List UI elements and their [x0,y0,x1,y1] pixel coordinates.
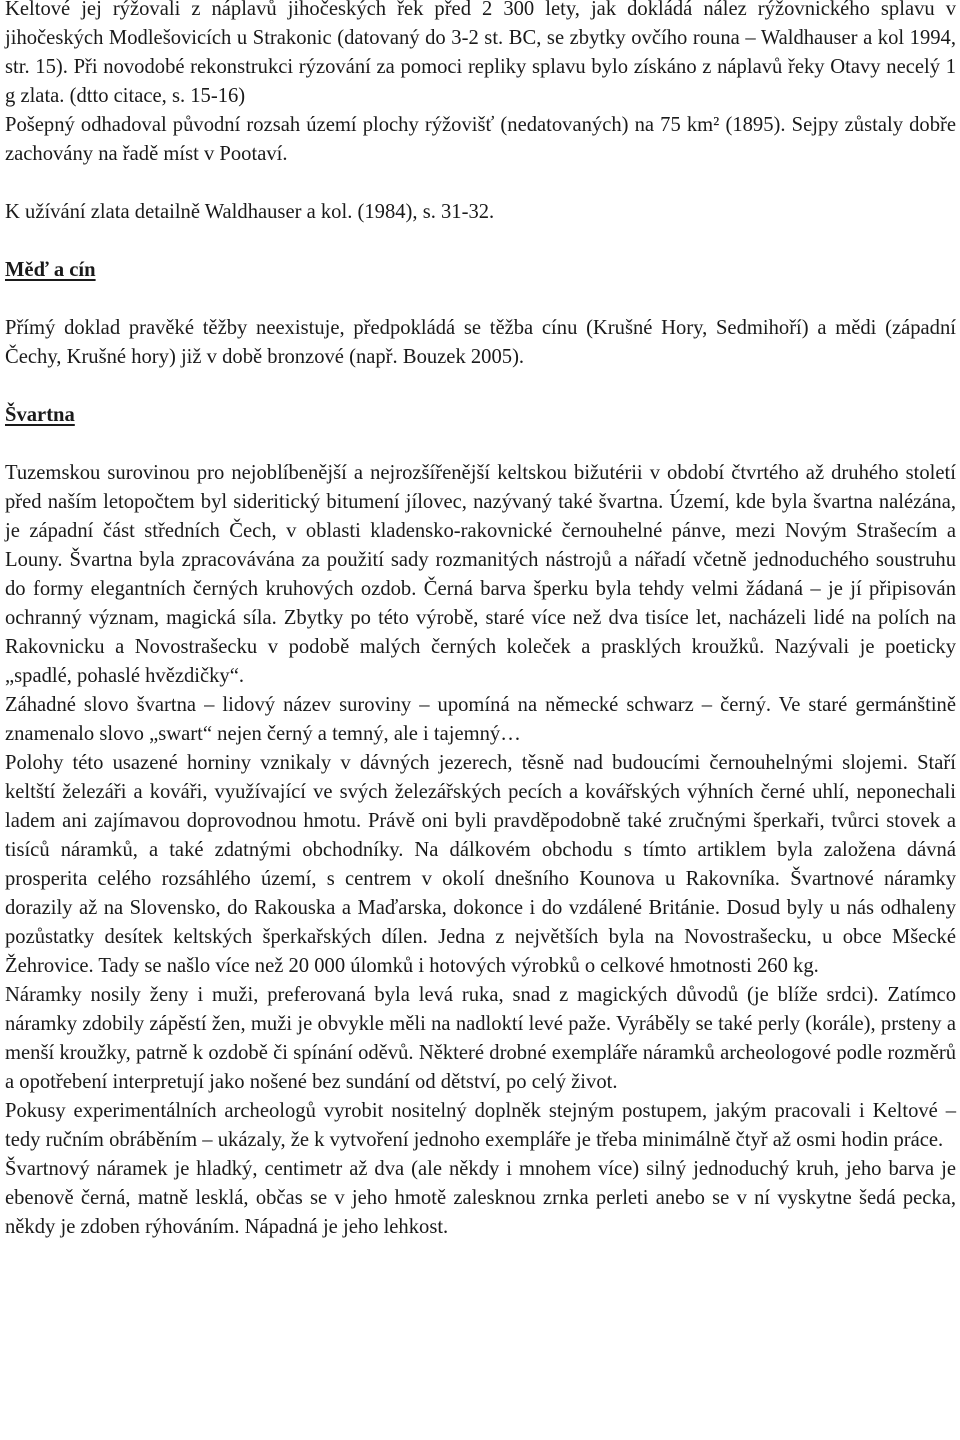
spacer [5,430,956,459]
intro-paragraph-gold-panning: Keltové jej rýžovali z náplavů jihočeských řek před 2 300 lety, jak dokládá nález rýžovnického splavu v jihočeských Modlešovicích u Strakonic (datovaný do 3-2 st. BC, se zbytky ovčího rouna – Waldhauser a kol 1994, str. 15). Při novodobé rekonstrukci rýzování za pomoci repliky splavu bylo získáno z náplavů řeky Otavy necelý 1 g zlata. (dtto citace, s. 15-16) [5,0,956,107]
svartna-paragraph-description: Švartnový náramek je hladký, centimetr až dva (ale někdy i mnohem více) silný jednoduchý kruh, jeho barva je ebenově černá, matně lesklá, občas se v jeho hmotě zalesknou zrnka perleti anebo se v ní vyskytne šedá pecka, někdy je zdoben rýhováním. Nápadná je jeho lehkost. [5,1158,956,1238]
intro-paragraph-posepny: Pošepný odhadoval původní rozsah území plochy rýžovišť (nedatovaných) na 75 km² (1895). Sejpy zůstaly dobře zachovány na řadě míst v Pootaví. [5,114,956,165]
svartna-paragraph-experiments: Pokusy experimentálních archeologů vyrobit nositelný doplněk stejným postupem, jakým pracovali i Keltové – tedy ručním obráběním – ukázaly, že k vytvoření jednoho exempláře je třeba minimálně čtyř až osmi hodin práce. [5,1100,956,1151]
document-page [5,0,956,1242]
heading-svartna: Švartna [5,404,75,426]
spacer [5,372,956,401]
spacer [5,227,956,256]
svartna-paragraph-deposits: Polohy této usazené horniny vznikaly v dávných jezerech, těsně nad budoucími černouhelnými slojemi. Staří keltští železáři a kováři, využívající ve svých železářských pecích a kovářských výhních černé uhlí, neponechali ladem ani zajímavou doprovodnou hmotu. Právě oni byli pravděpodobně také zručnými šperkaři, tvůrci stovek a tisíců náramků, a také zdatnými obchodníky. Na dálkovém obchodu s tímto artiklem byla založena dávná prosperita celého rozsáhlého území, s centrem v okolí dnešního Kounova u Rakovníka. Švartnové náramky dorazily až na Slovensko, do Rakouska a Maďarska, dokonce i do vzdálené Británie. Dosud byly u nás odhaleny pozůstatky desítek keltských šperkařských dílen. Jedna z největších byla na Novostrašecku, u obce Mšecké Žehrovice. Tady se našlo více než 20 000 úlomků i hotových výrobků o celkové hmotnosti 260 kg. [5,752,956,977]
intro-paragraph-reference: K užívání zlata detailně Waldhauser a kol. (1984), s. 31-32. [5,201,495,223]
heading-copper-tin: Měď a cín [5,259,96,281]
spacer [5,285,956,314]
svartna-paragraph-wearing: Náramky nosily ženy i muži, preferovaná byla levá ruka, snad z magických důvodů (je blíže srdci). Zatímco náramky zdobily zápěstí žen, muži je obvykle měli na nadloktí levé paže. Vyráběly se také perly (korále), prsteny a menší kroužky, patrně k ozdobě či spínání oděvů. Některé drobné exempláře náramků archeologové podle rozměrů a opotřebení interpretují jako nošené bez sundání od dětství, po celý život. [5,984,956,1093]
spacer [5,169,956,198]
svartna-paragraph-intro: Tuzemskou surovinou pro nejoblíbenější a nejrozšířenější keltskou bižutérii v období čtvrtého až druhého století před naším letopočtem byl sideritický bitumení jílovec, nazývaný také švartna. Území, kde byla švartna nalézána, je západní část středních Čech, v oblasti kladensko-rakovnické černouhelné pánve, mezi Novým Strašecím a Louny. Švartna byla zpracovávána za použití sady rozmanitých nástrojů a nářadí včetně jednoduchého soustruhu do formy elegantních černých kruhových ozdob. Černá barva šperku byla tehdy velmi žádaná – je jí připisován ochranný význam, magická síla. Zbytky po této výrobě, staré více než dva tisíce let, nacházeli lidé na polích na Rakovnicku a Novostrašecku v podobě malých černých koleček a prasklých kroužků. Nazývali je poeticky „spadlé, pohaslé hvězdičky“. [5,462,956,687]
copper-tin-paragraph: Přímý doklad pravěké těžby neexistuje, předpokládá se těžba cínu (Krušné Hory, Sedmihoří) a mědi (západní Čechy, Krušné hory) již v době bronzové (např. Bouzek 2005). [5,317,956,368]
svartna-paragraph-etymology: Záhadné slovo švartna – lidový název suroviny – upomíná na německé schwarz – černý. Ve staré germánštině znamenalo slovo „swart“ nejen černý a temný, ale i tajemný… [5,694,956,745]
